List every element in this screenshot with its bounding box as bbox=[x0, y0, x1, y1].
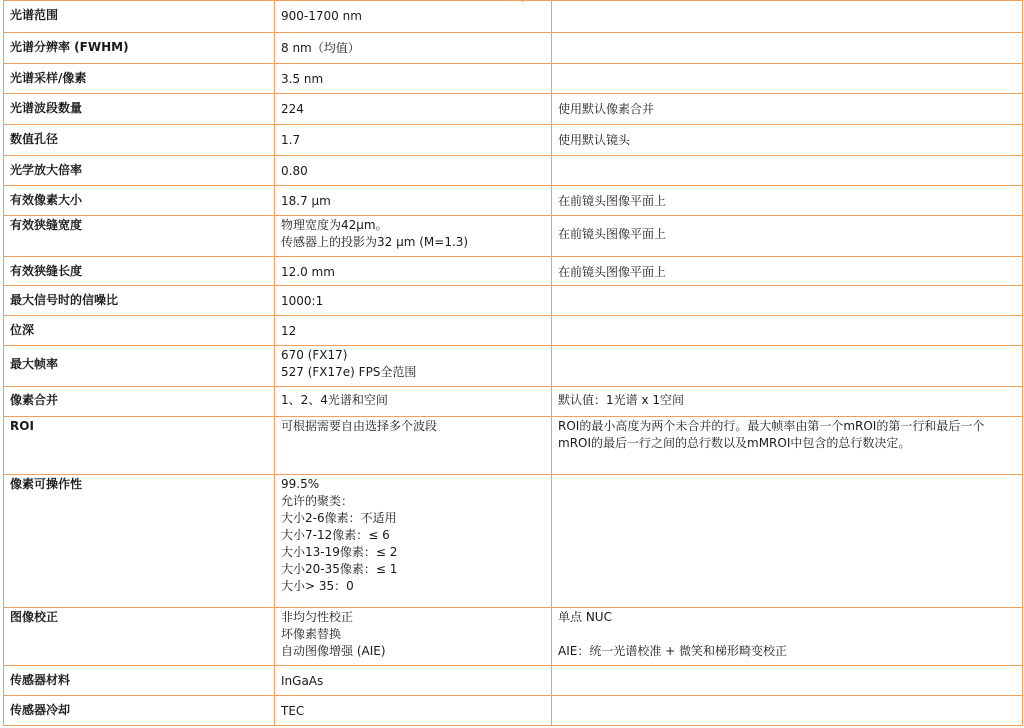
param-name: 光谱分辨率 (FWHM) bbox=[4, 33, 275, 64]
param-name: 最大信号时的信噪比 bbox=[4, 286, 275, 316]
param-name: 数值孔径 bbox=[4, 125, 275, 156]
param-note bbox=[552, 156, 1023, 186]
param-value: 12.0 mm bbox=[275, 257, 552, 286]
table-row bbox=[4, 33, 1023, 64]
param-note: 在前镜头图像平面上 bbox=[552, 216, 1023, 257]
table-row bbox=[4, 475, 1023, 608]
param-name: 传感器材料 bbox=[4, 666, 275, 696]
param-value: 0.80 bbox=[275, 156, 552, 186]
table-row bbox=[4, 666, 1023, 696]
param-note: ROI的最小高度为两个未合并的行。最大帧率由第一个mROI的第一行和最后一个mROI的最后一行之间的总行数以及mMROI中包含的总行数决定。 bbox=[552, 417, 1023, 475]
param-name: 有效狭缝长度 bbox=[4, 257, 275, 286]
table-row bbox=[4, 608, 1023, 666]
param-value: 670 (FX17) 527 (FX17e) FPS全范围 bbox=[275, 346, 552, 387]
param-name: 位深 bbox=[4, 316, 275, 346]
table-row bbox=[4, 346, 1023, 387]
param-note bbox=[552, 33, 1023, 64]
table-row bbox=[4, 125, 1023, 156]
table-row bbox=[4, 316, 1023, 346]
param-note: 在前镜头图像平面上 bbox=[552, 257, 1023, 286]
param-note: 默认值：1光谱 x 1空间 bbox=[552, 387, 1023, 417]
param-name: ROI bbox=[4, 417, 275, 475]
param-name: 最大帧率 bbox=[4, 346, 275, 387]
table-row bbox=[4, 1, 1023, 33]
param-note: 在前镜头图像平面上 bbox=[552, 186, 1023, 216]
param-value: 可根据需要自由选择多个波段 bbox=[275, 417, 552, 475]
param-note bbox=[552, 346, 1023, 387]
param-name: 有效像素大小 bbox=[4, 186, 275, 216]
param-value: TEC bbox=[275, 696, 552, 726]
param-value: 物理宽度为42µm。 传感器上的投影为32 µm (M=1.3) bbox=[275, 216, 552, 257]
param-value: 900-1700 nm bbox=[275, 1, 552, 33]
param-name: 像素可操作性 bbox=[4, 475, 275, 608]
param-name: 光学放大倍率 bbox=[4, 156, 275, 186]
param-name: 传感器冷却 bbox=[4, 696, 275, 726]
param-note bbox=[552, 64, 1023, 94]
param-name: 有效狭缝宽度 bbox=[4, 216, 275, 257]
param-name: 光谱采样/像素 bbox=[4, 64, 275, 94]
param-name: 光谱波段数量 bbox=[4, 94, 275, 125]
param-value: 224 bbox=[275, 94, 552, 125]
table-row bbox=[4, 387, 1023, 417]
table-row bbox=[4, 156, 1023, 186]
param-note: 使用默认像素合并 bbox=[552, 94, 1023, 125]
param-value: 1、2、4光谱和空间 bbox=[275, 387, 552, 417]
param-note bbox=[552, 286, 1023, 316]
param-note bbox=[552, 696, 1023, 726]
param-value: 8 nm（均值） bbox=[275, 33, 552, 64]
param-value: 12 bbox=[275, 316, 552, 346]
table-row bbox=[4, 257, 1023, 286]
table-row bbox=[4, 94, 1023, 125]
table-row bbox=[4, 696, 1023, 726]
param-note bbox=[552, 475, 1023, 608]
table-row bbox=[4, 186, 1023, 216]
spec-table bbox=[3, 0, 1023, 726]
param-note: 使用默认镜头 bbox=[552, 125, 1023, 156]
table-row bbox=[4, 417, 1023, 475]
param-note bbox=[552, 316, 1023, 346]
table-row bbox=[4, 216, 1023, 257]
param-note bbox=[552, 1, 1023, 33]
param-value: 99.5% 允许的聚类： 大小2-6像素：不适用 大小7-12像素：≤ 6 大小13-19像素：≤ 2 大小20-35像素：≤ 1 大小> 35：0 bbox=[275, 475, 552, 608]
param-value: 非均匀性校正 坏像素替换 自动图像增强 (AIE) bbox=[275, 608, 552, 666]
param-value: 3.5 nm bbox=[275, 64, 552, 94]
param-value: 1000:1 bbox=[275, 286, 552, 316]
param-value: 18.7 µm bbox=[275, 186, 552, 216]
param-note bbox=[552, 666, 1023, 696]
param-name: 像素合并 bbox=[4, 387, 275, 417]
table-row bbox=[4, 286, 1023, 316]
table-row bbox=[4, 64, 1023, 94]
param-value: 1.7 bbox=[275, 125, 552, 156]
param-name: 光谱范围 bbox=[4, 1, 275, 33]
param-name: 图像校正 bbox=[4, 608, 275, 666]
param-value: InGaAs bbox=[275, 666, 552, 696]
param-note: 单点 NUC AIE：统一光谱校准 + 微笑和梯形畸变校正 bbox=[552, 608, 1023, 666]
